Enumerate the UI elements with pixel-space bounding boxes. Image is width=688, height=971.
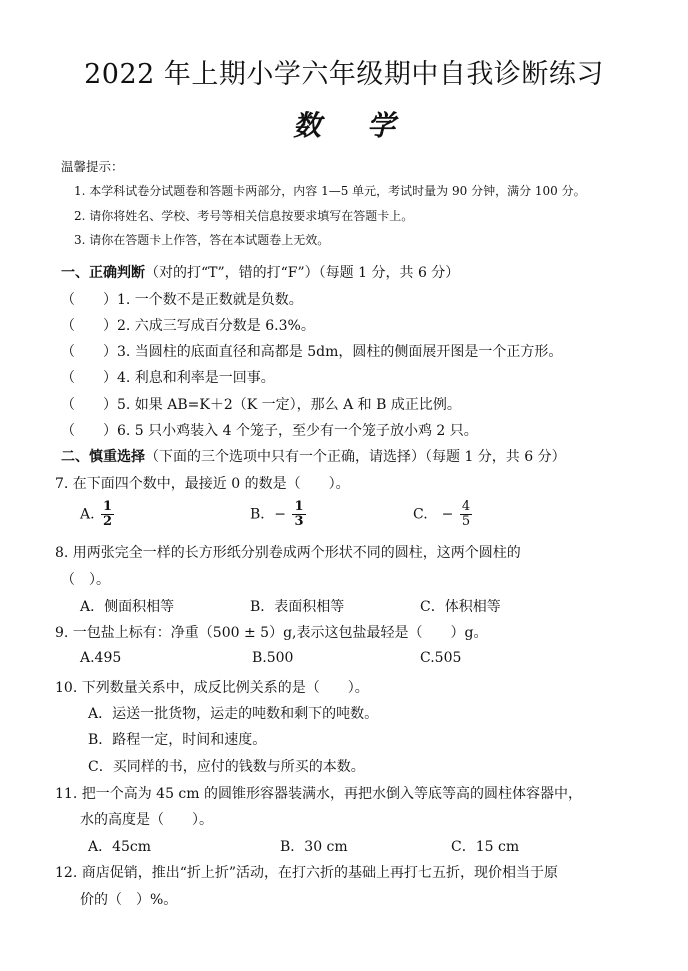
q8-stem-cont: （ ）。	[61, 572, 110, 588]
answer-paren[interactable]: （ ）	[61, 397, 117, 413]
section2-heading-bold: 二、慎重选择	[61, 449, 145, 465]
tip-item: 3. 请你在答题卡上作答，答在本试题卷上无效。	[74, 233, 330, 247]
answer-paren[interactable]: （ ）	[61, 370, 117, 386]
exam-title: 2022 年上期小学六年级期中自我诊断练习	[84, 59, 604, 90]
answer-paren[interactable]: （ ）	[61, 318, 117, 334]
fraction	[292, 500, 305, 529]
section1-heading	[61, 262, 459, 282]
q7-option-a[interactable]	[80, 500, 116, 529]
tip-item: 1. 本学科试卷分试题卷和答题卡两部分，内容 1—5 单元，考试时量为 90 分钟，满分 100 分。	[74, 184, 586, 198]
q9-option-c[interactable]: C.505	[420, 650, 462, 666]
judge-item-text: 4. 利息和利率是一回事。	[117, 370, 275, 386]
judge-item-text: 2. 六成三写成百分数是 6.3%。	[117, 318, 315, 334]
fraction	[460, 500, 472, 529]
q9-stem: 9. 一包盐上标有：净重（500 ± 5）g,表示这包盐最轻是（ ）g。	[55, 625, 488, 641]
tips-label: 温馨提示：	[61, 159, 124, 174]
numerator: 1	[294, 499, 304, 514]
judge-item	[61, 394, 461, 414]
fraction	[101, 500, 114, 529]
judge-item	[61, 289, 303, 309]
option-label: C. −	[413, 506, 454, 523]
answer-paren[interactable]: （ ）	[61, 292, 117, 308]
q10-option-b[interactable]: B．路程一定，时间和速度。	[88, 732, 267, 748]
answer-paren[interactable]: （ ）	[61, 423, 117, 439]
q8-option-b[interactable]: B．表面积相等	[250, 599, 345, 615]
subject-title: 数学	[292, 109, 441, 142]
judge-item-text: 3. 当圆柱的底面直径和高都是 5dm，圆柱的侧面展开图是一个正方形。	[117, 344, 563, 360]
q7-option-c[interactable]	[413, 500, 474, 529]
denominator: 2	[103, 514, 113, 529]
q12-stem-cont: 价的（ ）%。	[80, 892, 178, 908]
judge-item	[61, 420, 478, 440]
judge-item	[61, 367, 275, 387]
judge-item-text: 1. 一个数不是正数就是负数。	[117, 292, 303, 308]
q9-option-b[interactable]: B.500	[252, 650, 294, 666]
numerator: 4	[461, 499, 471, 514]
option-label: A.	[80, 506, 95, 523]
option-label: B．−	[250, 506, 287, 523]
q11-option-b[interactable]: B．30 cm	[280, 839, 348, 855]
q10-stem: 10. 下列数量关系中，成反比例关系的是（ ）。	[55, 680, 369, 696]
q11-option-a[interactable]: A．45cm	[88, 839, 152, 855]
q10-option-a[interactable]: A．运送一批货物，运走的吨数和剩下的吨数。	[88, 706, 379, 722]
q11-stem: 11. 把一个高为 45 cm 的圆锥形容器装满水，再把水倒入等底等高的圆柱体容器中，	[55, 786, 582, 802]
q8-option-c[interactable]: C．体积相等	[420, 599, 501, 615]
denominator: 3	[294, 514, 304, 529]
denominator: 5	[461, 514, 471, 529]
q9-option-a[interactable]: A.495	[80, 650, 122, 666]
q11-stem-cont: 水的高度是（ ）。	[80, 812, 213, 828]
q8-option-a[interactable]: A．侧面积相等	[80, 599, 175, 615]
q7-option-b[interactable]	[250, 500, 308, 529]
q11-option-c[interactable]: C．15 cm	[451, 839, 520, 855]
section2-heading-rest: （下面的三个选项中只有一个正确，请选择）（每题 1 分，共 6 分）	[145, 449, 566, 465]
q12-stem: 12. 商店促销，推出“折上折”活动，在打六折的基础上再打七五折，现价相当于原	[55, 865, 559, 881]
section2-heading	[61, 446, 566, 466]
section1-heading-bold: 一、正确判断	[61, 265, 145, 281]
judge-item	[61, 341, 562, 361]
judge-item-text: 5. 如果 AB=K＋2（K 一定），那么 A 和 B 成正比例。	[117, 397, 461, 413]
judge-item	[61, 315, 315, 335]
numerator: 1	[103, 499, 113, 514]
section1-heading-rest: （对的打“T”，错的打“F”）（每题 1 分，共 6 分）	[145, 265, 460, 281]
q7-stem: 7. 在下面四个数中，最接近 0 的数是（ ）。	[55, 476, 350, 492]
tip-item: 2. 请你将姓名、学校、考号等相关信息按要求填写在答题卡上。	[74, 209, 414, 223]
q10-option-c[interactable]: C．买同样的书，应付的钱数与所买的本数。	[88, 759, 365, 775]
judge-item-text: 6. 5 只小鸡装入 4 个笼子，至少有一个笼子放小鸡 2 只。	[117, 423, 478, 439]
answer-paren[interactable]: （ ）	[61, 344, 117, 360]
q8-stem: 8. 用两张完全一样的长方形纸分别卷成两个形状不同的圆柱，这两个圆柱的	[55, 545, 521, 561]
